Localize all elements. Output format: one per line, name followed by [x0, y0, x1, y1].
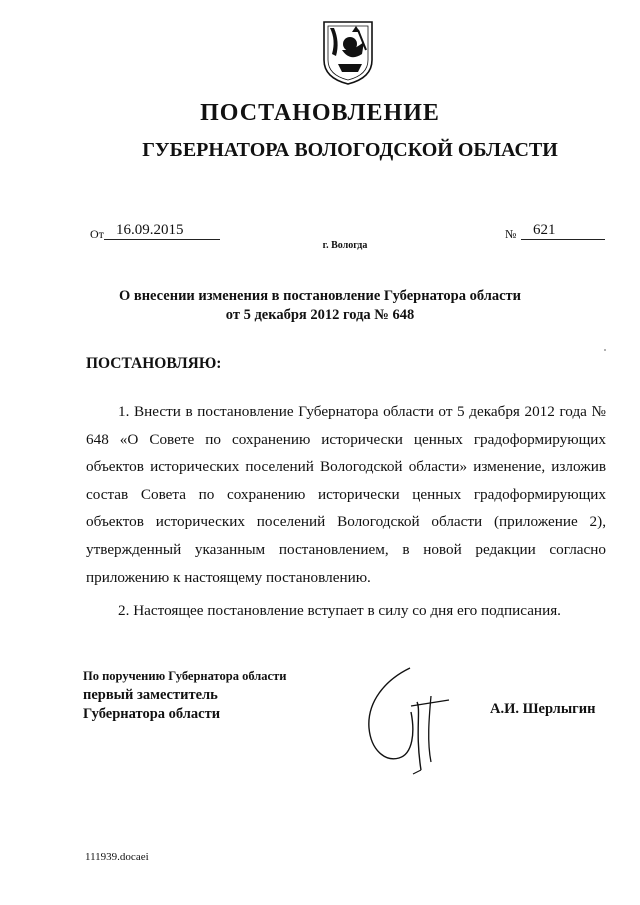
document-subject: [100, 287, 540, 325]
paragraph: 2. Настоящее постановление вступает в силу со дня его подписания.: [118, 602, 561, 620]
document-number: 621: [521, 221, 605, 240]
subject-line-2: от 5 декабря 2012 года № 648: [225, 307, 415, 323]
handwritten-signature-icon: [355, 662, 465, 777]
coat-of-arms-icon: [322, 20, 374, 86]
number-prefix: №: [505, 227, 517, 241]
document-title: ПОСТАНОВЛЕНИЕ: [200, 100, 440, 126]
document-reference: 111939.docaei: [85, 851, 149, 863]
signer-line-2: первый заместитель: [83, 687, 218, 703]
city: г. Вологда: [322, 240, 368, 251]
signer-line-3: Губернатора области: [83, 706, 221, 722]
decree-word: ПОСТАНОВЛЯЮ:: [86, 355, 222, 372]
paragraph: 1. Внести в постановление Губернатора области от 5 декабря 2012 года № 648 «О Совете по сохранению исторически ценных градоформирующих объектов исторических поселений Вологодской области» изменение, изложив состав Совета по сохранению исторически ценных градоформирующих объектов исторических поселений Вологодской области (приложение 2), утвержденный указанным постановлением, в новой редакции согласно приложению к настоящему постановлению.: [86, 403, 606, 586]
date-prefix: От: [90, 227, 104, 241]
scan-speck: [604, 349, 606, 351]
document-subtitle: ГУБЕРНАТОРА ВОЛОГОДСКОЙ ОБЛАСТИ: [142, 139, 558, 161]
signer-name: А.И. Шерлыгин: [490, 701, 596, 717]
document-body: [86, 398, 606, 625]
signer-line-1: По поручению Губернатора области: [83, 669, 287, 683]
signer-position: [83, 667, 286, 724]
document-date: 16.09.2015: [104, 221, 220, 240]
subject-line-1: О внесении изменения в постановление Губернатора области: [118, 288, 522, 304]
